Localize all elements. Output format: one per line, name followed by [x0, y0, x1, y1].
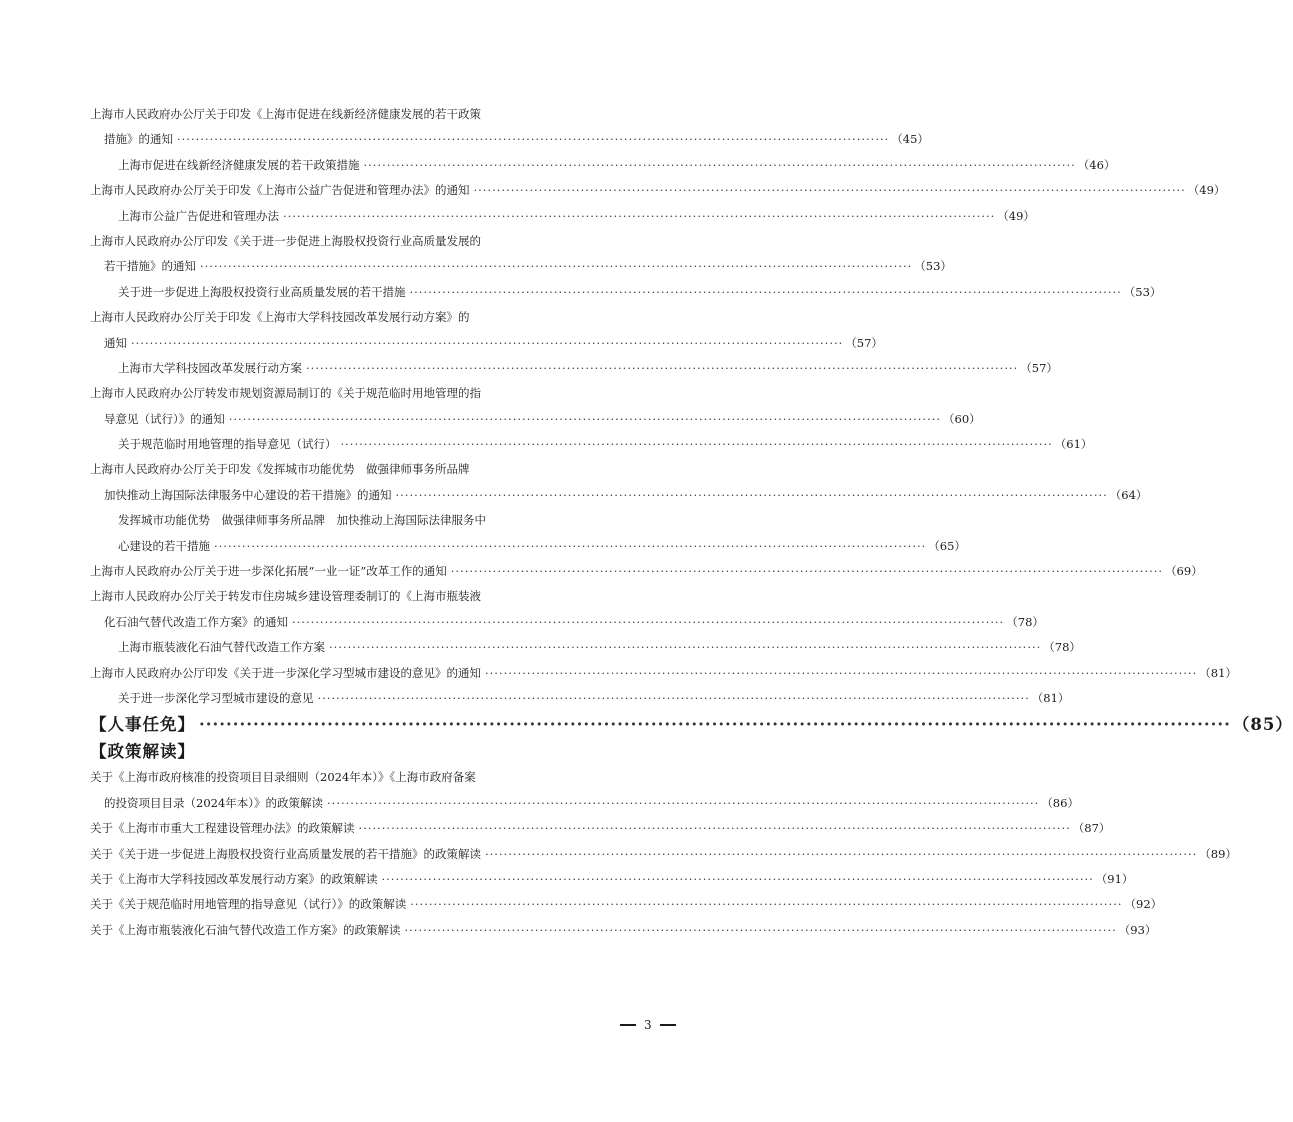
toc-entry-title: 关于《上海市瓶装液化石油气替代改造工作方案》的政策解读 — [90, 922, 401, 937]
toc-entry-title: 上海市促进在线新经济健康发展的若干政策措施 — [118, 157, 360, 172]
toc-page-number: （78） — [1006, 614, 1044, 629]
toc-entry[interactable] — [90, 483, 1148, 508]
toc-section-heading[interactable] — [90, 711, 1293, 738]
toc-entry-title: 导意见（试行）》的通知 — [104, 411, 225, 426]
toc-entry-title: 上海市人民政府办公厅印发《关于进一步促进上海股权投资行业高质量发展的 — [90, 233, 481, 248]
toc-leader-dots: ························································································································································· — [363, 157, 1076, 172]
toc-entry[interactable] — [90, 254, 952, 279]
toc-page-number: （87） — [1072, 821, 1111, 836]
toc-leader-dots: ························································································································································· — [409, 284, 1122, 299]
toc-page-number: （89） — [1199, 846, 1237, 861]
toc-entry-title: 上海市大学科技园改革发展行动方案 — [118, 360, 302, 375]
toc-entry-title: 关于《上海市市重大工程建设管理办法》的政策解读 — [90, 821, 355, 836]
toc-leader-dots: ························································································································································· — [306, 360, 1019, 375]
toc-page-number: （93） — [1118, 922, 1157, 937]
toc-leader-dots: ························································································································································· — [283, 208, 996, 223]
toc-leader-dots: ························································································································································· — [358, 821, 1071, 836]
toc-page-number: （86） — [1041, 795, 1079, 810]
toc-page-number: （53） — [914, 259, 952, 274]
toc-leader-dots: ························································································································································· — [200, 259, 913, 274]
toc-page-number: （49） — [997, 208, 1035, 223]
toc-entry-title: 关于进一步促进上海股权投资行业高质量发展的若干措施 — [118, 284, 406, 299]
toc-page-number: （60） — [943, 411, 981, 426]
toc-entry[interactable] — [90, 867, 1134, 892]
toc-leader-dots: ························································································································································· — [177, 132, 890, 147]
toc-entry[interactable] — [90, 791, 1079, 816]
toc-entry[interactable] — [90, 610, 1044, 635]
toc-entry[interactable] — [90, 331, 883, 356]
toc-entry[interactable] — [90, 842, 1237, 867]
page-number — [620, 1018, 676, 1032]
toc-entry-title: 关于《关于规范临时用地管理的指导意见（试行）》的政策解读 — [90, 897, 407, 912]
toc-entry[interactable] — [90, 559, 1203, 584]
dash-right — [660, 1024, 676, 1026]
toc-page-number: （69） — [1165, 564, 1203, 579]
toc-entry-title: 化石油气替代改造工作方案》的通知 — [104, 614, 288, 629]
toc-leader-dots: ························································································································································· — [327, 795, 1040, 810]
toc-leader-dots: ························································································································································· — [410, 897, 1123, 912]
toc-entry[interactable] — [90, 686, 1070, 711]
toc-entry[interactable] — [90, 765, 702, 790]
toc-entry-title: 通知 — [104, 335, 127, 350]
toc-entry[interactable] — [90, 407, 981, 432]
toc-entry-title: 心建设的若干措施 — [118, 538, 210, 553]
toc-section-heading[interactable] — [90, 738, 702, 765]
toc-entry-title: 上海市人民政府办公厅关于印发《上海市促进在线新经济健康发展的若干政策 — [90, 107, 481, 121]
toc-leader-dots: ························································································································································· — [199, 715, 1231, 735]
toc-page-number: （45） — [891, 132, 929, 147]
toc-entry[interactable] — [90, 204, 1035, 229]
toc-entry[interactable] — [90, 102, 702, 127]
toc-entry[interactable] — [90, 816, 1111, 841]
toc-page-number: （46） — [1077, 157, 1116, 172]
toc-entry[interactable] — [90, 127, 929, 152]
toc-entry-title: 若干措施》的通知 — [104, 259, 196, 274]
toc-entry-title: 【政策解读】 — [90, 742, 195, 762]
toc-entry[interactable] — [90, 178, 1226, 203]
toc-entry[interactable] — [90, 918, 1157, 943]
toc-entry[interactable] — [90, 635, 1081, 660]
page-number-text: 3 — [644, 1018, 652, 1032]
toc-leader-dots: ························································································································································· — [329, 640, 1042, 655]
toc-page-number: （64） — [1109, 487, 1148, 502]
toc-entry-title: 【人事任免】 — [90, 715, 195, 735]
toc-entry[interactable] — [90, 534, 966, 559]
toc-page-number: （61） — [1054, 437, 1093, 452]
toc-entry-title: 上海市人民政府办公厅关于印发《上海市大学科技园改革发展行动方案》的 — [90, 310, 470, 325]
toc-page-number: （57） — [845, 335, 883, 350]
toc-leader-dots: ························································································································································· — [473, 183, 1186, 198]
toc-entry[interactable] — [90, 661, 1237, 686]
toc-leader-dots: ························································································································································· — [404, 922, 1117, 937]
toc-entry-title: 的投资项目目录（2024年本）》的政策解读 — [104, 795, 324, 810]
toc-entry-title: 上海市人民政府办公厅关于进一步深化拓展“一业一证”改革工作的通知 — [90, 564, 447, 579]
toc-leader-dots: ························································································································································· — [131, 335, 844, 350]
toc-entry-title: 加快推动上海国际法律服务中心建设的若干措施》的通知 — [104, 487, 392, 502]
toc-entry[interactable] — [90, 305, 702, 330]
toc-entry[interactable] — [90, 381, 702, 406]
toc-leader-dots: ························································································································································· — [292, 614, 1005, 629]
toc-entry[interactable] — [90, 229, 702, 254]
toc-entry-title: 措施》的通知 — [104, 132, 173, 147]
toc-leader-dots: ························································································································································· — [395, 487, 1108, 502]
toc-leader-dots: ························································································································································· — [214, 538, 927, 553]
toc-entry-title: 关于规范临时用地管理的指导意见（试行） — [118, 437, 337, 452]
toc-page-number: （81） — [1199, 665, 1237, 680]
toc-entry[interactable] — [90, 584, 702, 609]
toc-leader-dots: ························································································································································· — [485, 665, 1198, 680]
toc-entry[interactable] — [90, 356, 1058, 381]
toc-entry-title: 上海市人民政府办公厅印发《关于进一步深化学习型城市建设的意见》的通知 — [90, 665, 481, 680]
toc-leader-dots: ························································································································································· — [485, 846, 1198, 861]
toc-entry-title: 上海市人民政府办公厅关于印发《上海市公益广告促进和管理办法》的通知 — [90, 183, 470, 198]
toc-page-number: （92） — [1124, 897, 1163, 912]
toc-entry[interactable] — [90, 432, 1093, 457]
toc-leader-dots: ························································································································································· — [317, 690, 1030, 705]
toc-leader-dots: ························································································································································· — [450, 564, 1164, 579]
toc-entry-title: 上海市公益广告促进和管理办法 — [118, 208, 279, 223]
toc-entry[interactable] — [90, 280, 1162, 305]
toc-page-number: （49） — [1187, 183, 1226, 198]
toc-entry[interactable] — [90, 457, 702, 482]
toc-entry-title: 关于进一步深化学习型城市建设的意见 — [118, 690, 314, 705]
toc-page-number: （53） — [1123, 284, 1162, 299]
toc-entry-title: 上海市瓶装液化石油气替代改造工作方案 — [118, 640, 325, 655]
toc-entry-title: 发挥城市功能优势 做强律师事务所品牌 加快推动上海国际法律服务中 — [118, 513, 486, 528]
toc-page-number: （57） — [1020, 360, 1058, 375]
toc-leader-dots: ························································································································································· — [228, 411, 942, 426]
toc-entry-title: 关于《上海市政府核准的投资项目目录细则（2024年本）》《上海市政府备案 — [90, 770, 476, 785]
toc-entry-title: 上海市人民政府办公厅转发市规划资源局制订的《关于规范临时用地管理的指 — [90, 386, 481, 401]
toc-page-number: （65） — [928, 538, 966, 553]
toc-page-number: （78） — [1043, 640, 1081, 655]
toc-entry-title: 关于《关于进一步促进上海股权投资行业高质量发展的若干措施》的政策解读 — [90, 846, 481, 861]
toc-entry-title: 上海市人民政府办公厅关于印发《发挥城市功能优势 做强律师事务所品牌 — [90, 462, 470, 477]
toc-page-number: （85） — [1232, 715, 1293, 735]
toc-page-number: （91） — [1095, 871, 1134, 886]
toc-entry[interactable] — [90, 153, 1116, 178]
toc-entry[interactable] — [90, 508, 702, 533]
toc-entry[interactable] — [90, 892, 1163, 917]
dash-left — [620, 1024, 636, 1026]
toc-leader-dots: ························································································································································· — [381, 871, 1094, 886]
toc-entry-title: 上海市人民政府办公厅关于转发市住房城乡建设管理委制订的《上海市瓶装液 — [90, 589, 481, 604]
toc-page-number: （81） — [1031, 690, 1070, 705]
table-of-contents — [90, 102, 1293, 943]
toc-leader-dots: ························································································································································· — [340, 437, 1053, 452]
toc-entry-title: 关于《上海市大学科技园改革发展行动方案》的政策解读 — [90, 871, 378, 886]
